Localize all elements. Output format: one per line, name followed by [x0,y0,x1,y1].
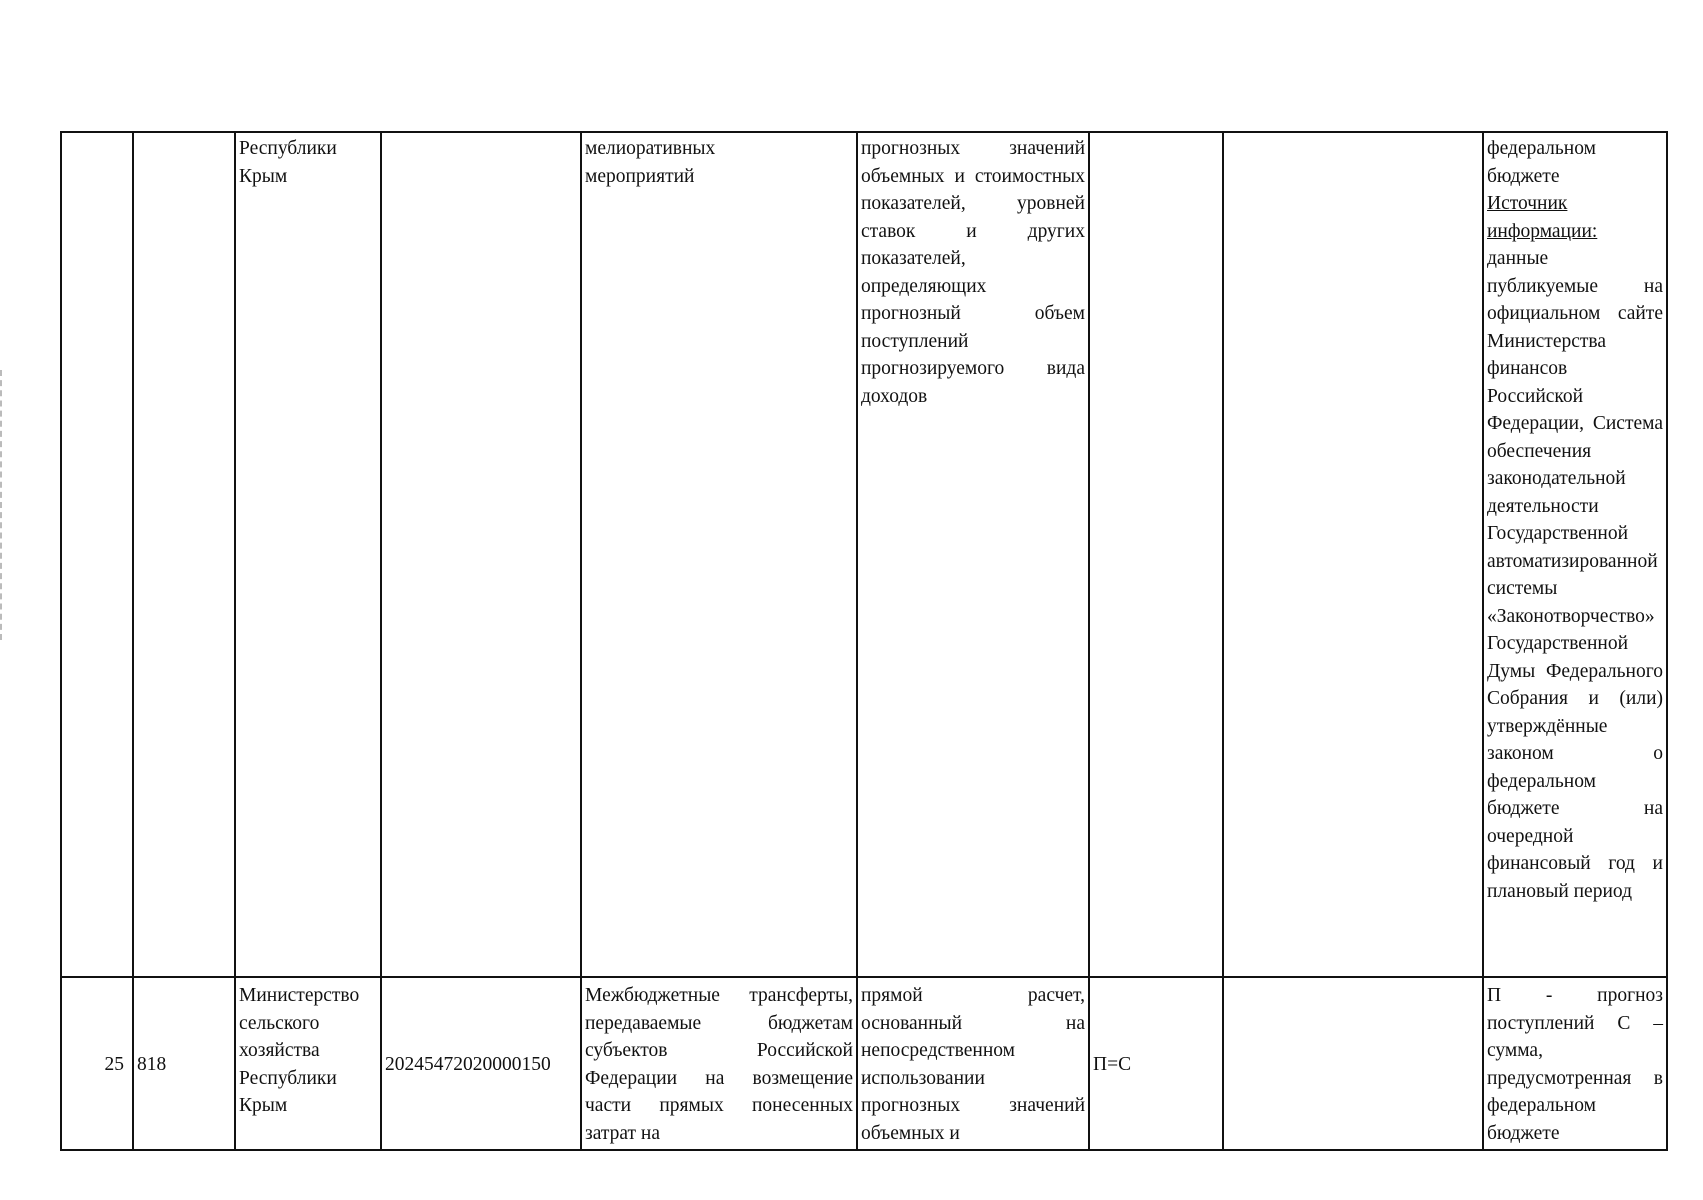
cell-formula [1089,132,1223,977]
cell-row-number: 25 [61,977,133,1150]
cell-kbk: 20245472020000150 [381,977,581,1150]
cell-income-name: Межбюджетные трансферты, передаваемые бюджетам субъектов Российской Федерации на возмещение части прямых понесенных затрат на [581,977,857,1150]
cell-forecast-method: прямой расчет, основанный на непосредственном использовании прогнозных значений объемных и [857,977,1089,1150]
desc-intro: федеральном бюджете [1487,138,1596,187]
cell-admin-code: 818 [133,977,235,1150]
cell-kbk [381,132,581,977]
cell-indicator-description [1483,132,1667,977]
income-line: мероприятий [585,165,695,187]
income-line: мелиоративных [585,138,716,159]
cell-indicator-description: П - прогноз поступлений С – сумма, предусмотренная в федеральном бюджете [1483,977,1667,1150]
scan-edge-marks [0,370,5,640]
cell-income-name [581,132,857,977]
cell-algorithm [1223,132,1483,977]
cell-formula: П=С [1089,977,1223,1150]
source-label: Источник информации: [1487,193,1598,242]
source-text: данные публикуемые на официальном сайте Министерства финансов Российской Федерации, Система обеспечения законодательной деятельности Государственной автоматизированной системы «Законотворчество» Государственной Думы Федерального Собрания и (или) утверждённые законом о федеральном бюджете на очередной финансовый год и плановый период [1487,248,1663,902]
org-line: Республики [239,138,337,159]
table-row [61,132,1667,977]
cell-organization: Министерство сельского хозяйства Республики Крым [235,977,381,1150]
cell-organization [235,132,381,977]
cell-algorithm [1223,977,1483,1150]
org-line: Крым [239,165,288,187]
table-row [61,977,1667,1150]
revenue-forecast-table [60,131,1668,1151]
cell-forecast-method: прогнозных значений объемных и стоимостных показателей, уровней ставок и других показателей, определяющих прогнозный объем поступлений прогнозируемого вида доходов [857,132,1089,977]
cell-row-number [61,132,133,977]
cell-admin-code [133,132,235,977]
